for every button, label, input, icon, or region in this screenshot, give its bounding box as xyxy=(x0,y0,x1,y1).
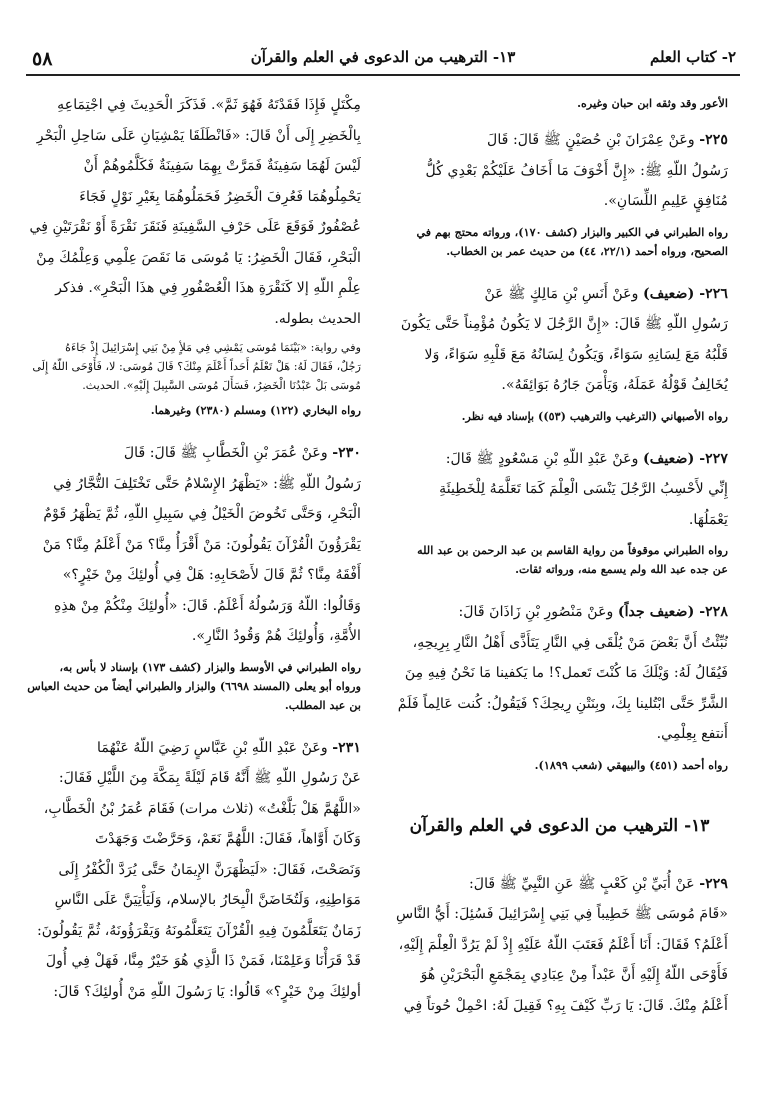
page-header xyxy=(26,30,740,76)
hadith-source: رواه الطبراني في الأوسط والبزار (كشف ١٧٣) بإسناد لا بأس به، ورواه أبو يعلى (المسند ٦٦٩٨) والبزار والطبراني أيضاً من حديث العباس بن عبد المطلب. xyxy=(27,659,361,712)
hadith-line: عُصْفُورٌ فَوَقَعَ عَلَى حَرْفِ السَّفِينَةِ فَنَقَرَ نَقْرَةً أَوْ نَقْرَتَيْنِ فِي xyxy=(29,219,361,235)
hadith-line: قَدْ قَرَأْنَا وَعَلِمْنَا، فَمَنْ ذَا الَّذِي هُوَ خَيْرٌ مِنَّا، فَهَلْ فِي أُولَ xyxy=(45,953,361,969)
hadith-228 xyxy=(391,597,728,775)
hadith-line: عِلْمِ اللّهِ إلا كَنَقْرَةِ هذَا الْعُصْفُورِ فِي هذَا الْبَحْرِ». فذكر xyxy=(55,280,361,296)
hadith-line: أولئِكَ مِنْ خَيْرٍ؟» قَالُوا: يَا رَسُولَ اللّهِ مَنْ أُولئِكَ؟ قَالَ: xyxy=(53,983,361,1000)
hadith-line: يُخَالِفُ قَوْلُهُ عَمَلَهُ، وَيَأْمَنَ جَارُهُ بَوَائِقَهُ». xyxy=(501,377,728,393)
right-column xyxy=(391,90,728,1080)
hadith-line: يَعْمَلُهَا. xyxy=(688,511,728,528)
hadith-line: الأُمَّةِ، وَأُولئِكَ هُمْ وَقُودُ النَّارِ». xyxy=(191,628,361,644)
page-number: ٥٨ xyxy=(32,48,53,70)
hadith-source: رواه أحمد (٤٥١) والبيهقي (شعب ١٨٩٩). xyxy=(534,757,728,772)
hadith-number: ٢٢٨- (ضعيف جداً) xyxy=(617,604,728,620)
hadith-line: قَلْبُهُ مَعَ لِسَانِهِ سَوَاءً، وَيَكُونُ لِسَانُهُ مَعَ قَلْبِهِ سَوَاءً، وَلا xyxy=(424,346,728,363)
book-title: ٢- كتاب العلم xyxy=(649,48,736,66)
hadith-229-continued xyxy=(24,90,361,420)
hadith-line: وعَنْ عَبْدِ اللّهِ بْنِ عَبَّاسٍ رَضِيَ اللّهُ عَنْهُمَا xyxy=(97,739,328,756)
hadith-line: وَقَالُوا: اللّهُ وَرَسُولُهُ أَعْلَمُ. قَالَ: «أُولئِكَ مِنْكُمْ مِنْ هذِهِ xyxy=(53,597,361,614)
hadith-number: ٢٣١- xyxy=(332,739,361,756)
hadith-source: رواه الأصبهاني (الترغيب والترهيب (٥٣)) بإسناد فيه نظر. xyxy=(461,408,728,423)
hadith-line: عَنْ أُبَيِّ بْنِ كَعْبٍ ﷺ عَنِ النَّبِيِّ ﷺ قَالَ: xyxy=(468,875,695,892)
left-column xyxy=(24,90,361,1080)
hadith-line: وعَنْ أَنَسِ بْنِ مَالِكٍ ﷺ عَنْ xyxy=(484,285,639,302)
hadith-line: الْبَحْرِ، وَحَتَّى تَخُوضَ الْخَيْلُ فِي سَبِيلِ اللّهِ، ثُمَّ يَظْهَرُ قَوْمٌ xyxy=(43,506,361,522)
hadith-line: إِنِّي لأَحْسِبُ الرَّجُلَ يَنْسَى الْعِلْمَ كَمَا تَعَلَّمَهُ لِلْخَطِيئَةِ xyxy=(439,481,728,497)
hadith-line: فَيُقَالُ لَهُ: وَيْلَكَ مَا كُنْتَ تَعمل؟! ما يَكفينا مَا نَحْنُ فِيهِ مِنَ xyxy=(404,665,728,681)
hadith-225 xyxy=(391,125,728,261)
hadith-line: مِكْتَلٍ فَإِذَا فَقَدْتَهُ فَهُوَ ثَمَّ». فَذَكَرَ الْحَدِيثَ فِي اجْتِمَاعِهِ xyxy=(57,97,361,113)
hadith-line: وَكَانَ أَوَّاهاً، فَقَالَ: اللَّهُمَّ نَعَمْ، وَحَرَّضْتَ وَجَهَدْتَ xyxy=(94,831,361,847)
hadith-source: رواه البخاري (١٢٢) ومسلم (٢٣٨٠) وغيرهما. xyxy=(150,403,361,417)
hadith-line: مَوَاطِنِهِ، وَلَتُخَاضَنَّ الْبِحَارُ بالإسلام، وَلَيَأْتِيَنَّ عَلَى النَّاسِ xyxy=(54,892,361,908)
hadith-number: ٢٣٠- xyxy=(332,445,361,461)
hadith-line: وعَنْ مَنْصُورِ بْنِ زَاذَانَ قَالَ: xyxy=(458,604,614,620)
hadith-number: ٢٢٥- xyxy=(699,132,728,148)
hadith-line: «اللَّهُمَّ هَلْ بَلَّغْتُ» (ثلاث مرات) فَقَامَ عُمَرُ بْنُ الْخَطَّابِ، xyxy=(43,800,361,817)
chapter-title: ١٣- الترهيب من الدعوى في العلم والقرآن xyxy=(250,48,516,66)
hadith-line: أَعْلَمُ؟ فَقَالَ: أَنَا أَعْلَمُ فَعَتَبَ اللّهُ عَلَيْهِ إِذْ لَمْ يَرُدَّ الْعِلْمَ إِلَيْهِ، xyxy=(398,936,728,953)
hadith-line: يَقْرَؤُونَ الْقُرْآنَ يَقُولُونَ: مَنْ أَقْرَأُ مِنَّا؟ مَنْ أَعْلَمُ مِنَّا؟ مَنْ xyxy=(42,536,361,553)
hadith-line: وعَنْ عُمَرَ بْنِ الْخَطَّابِ ﷺ قَالَ: قَالَ xyxy=(123,445,328,461)
hadith-230 xyxy=(24,438,361,715)
hadith-line: أَنتفع بِعِلْمِي. xyxy=(656,726,728,742)
hadith-line: نُبِّئْتُ أَنَّ بَعْضَ مَنْ يُلْقَى فِي النَّارِ يَتَأَذَّى أَهْلُ النَّارِ بِرِيحِهِ، xyxy=(412,634,728,651)
hadith-line: رَسُولُ اللّهِ ﷺ: «إِنَّ أَخْوَفَ مَا أَخَافُ عَلَيْكُمْ بَعْدِي كُلُّ xyxy=(425,162,728,179)
hadith-number: ٢٢٧- (ضعيف) xyxy=(643,450,728,467)
hadith-variant-note: وفي رواية: «بَيْنَمَا مُوسَى يَمْشِي فِي مَلأٍ مِنْ بَنِي إِسْرَائِيلَ إِذْ جَاءَهُ رَجُلٌ، فَقَالَ لَهُ: هَلْ تَعْلَمُ أَحَداً أَعْلَمَ مِنْكَ؟ قَالَ مُوسَى: لا، فَأَوْحَى اللّهُ إِلَى مُوسَى بَلْ عَبْدُنَا الْخَضِرُ، فَسَأَلَ مُوسَى السَّبِيلَ إِلَيْهِ». الحديث. xyxy=(32,341,361,392)
hadith-source: رواه الطبراني موقوفاً من رواية القاسم بن عبد الرحمن بن عبد الله عن جده عبد الله ولم يسمع منه، ورواته ثقات. xyxy=(417,543,728,576)
hadith-number: ٢٢٩- xyxy=(699,875,728,892)
hadith-line: زَمَانٌ يَتَعَلَّمُونَ فِيهِ الْقُرْآنَ يَتَعَلَّمُونَهُ وَيَقْرَؤُونَهُ، ثُمَّ يَقُولُونَ: xyxy=(37,922,361,939)
hadith-line: بِالْخَضِرِ إِلَى أَنْ قَالَ: «فَانْطَلَقَا يَمْشِيَانِ عَلَى سَاحِلِ الْبَحْرِ xyxy=(36,127,361,144)
hadith-line: وَنَصَحْتَ، فَقَالَ: «لَيَظْهَرَنَّ الإِيمَانُ حَتَّى يُرَدَّ الْكُفْرُ إِلَى xyxy=(58,861,361,878)
hadith-number: ٢٢٦- (ضعيف) xyxy=(643,285,728,302)
hadith-226 xyxy=(391,279,728,426)
hadith-line: وعَنْ عِمْرَانَ بْنِ حُصَيْنٍ ﷺ قَالَ: قَالَ xyxy=(487,132,695,148)
hadith-line: مُنَافِقٍ عَلِيمِ اللِّسَانِ». xyxy=(603,193,728,209)
hadith-231 xyxy=(24,733,361,1008)
hadith-line: رَسُولِ اللّهِ ﷺ قَالَ: «إِنَّ الرَّجُلَ لا يَكُونُ مُؤْمِناً حَتَّى يَكُونَ xyxy=(400,316,728,332)
hadith-line: أَفْقَهُ مِنَّا؟ ثُمَّ قَالَ لأَصْحَابِهِ: هَلْ فِي أُولئِكَ مِنْ خَيْرٍ؟» xyxy=(62,567,361,583)
top-note: الأعور وقد وثقه ابن حبان وغيره. xyxy=(577,96,728,110)
hadith-line: فَأَوْحَى اللّهُ إِلَيْهِ أَنَّ عَبْداً مِنْ عِبَادِي بِمَجْمَعِ الْبَحْرَيْنِ هُوَ xyxy=(420,967,728,983)
hadith-source: رواه الطبراني في الكبير والبزار (كشف ١٧٠)، ورواته محتج بهم في الصحيح، ورواه أحمد (٢٢/١، ٤٤) من حديث عمر بن الخطاب. xyxy=(416,224,728,258)
hadith-line: الحديث بطوله. xyxy=(274,310,361,327)
hadith-229 xyxy=(391,869,728,1022)
hadith-line: رَسُولُ اللّهِ ﷺ: «يَظْهَرُ الإِسْلامُ حَتَّى تَخْتَلِفَ التُّجَّارُ فِي xyxy=(53,475,361,492)
section-heading: ١٣- الترهيب من الدعوى في العلم والقرآن xyxy=(409,815,710,836)
hadith-line: الشَّرِّ حَتَّى ابْتُلينا بِكَ، وبِنَتْنِ رِيحِكَ؟ فَيَقُولُ: كُنت عَالِماً فَلَمْ xyxy=(397,695,728,712)
hadith-line: يَحْمِلُوهُمَا فَعُرِفَ الْخَضِرُ فَحَمَلُوهُمَا بِغَيْرِ نَوْلٍ فَجَاءَ xyxy=(79,188,361,205)
hadith-line: أَعْلَمُ مِنْكَ. قَالَ: يَا رَبِّ كَيْفَ بِهِ؟ فَقِيلَ لَهُ: احْمِلْ حُوتاً فِي xyxy=(403,997,728,1014)
hadith-line: «قَامَ مُوسَى ﷺ خَطِيباً فِي بَنِي إِسْرَائِيلَ فَسُئِلَ: أَيُّ النَّاسِ xyxy=(396,906,728,922)
hadith-line: الْبَحْرِ، فَقَالَ الْخَضِرُ: يَا مُوسَى مَا نَقَصَ عِلْمِي وَعِلْمُكَ مِنْ xyxy=(36,249,361,266)
hadith-227 xyxy=(391,444,728,580)
hadith-line: وعَنْ عَبْدِ اللّهِ بْنِ مَسْعُودٍ ﷺ قَالَ: xyxy=(445,450,639,467)
hadith-line: لَيْسَ لَهُمَا سَفِينَةٌ فَمَرَّتْ بِهِمَا سَفِينَةٌ فَكَلَّمُوهُمْ أَنْ xyxy=(83,158,361,174)
hadith-line: عَنْ رَسُولِ اللّهِ ﷺ أَنَّهُ قَامَ لَيْلَةً بِمَكَّةَ مِنَ اللَّيْلِ فَقَالَ: xyxy=(58,770,361,786)
